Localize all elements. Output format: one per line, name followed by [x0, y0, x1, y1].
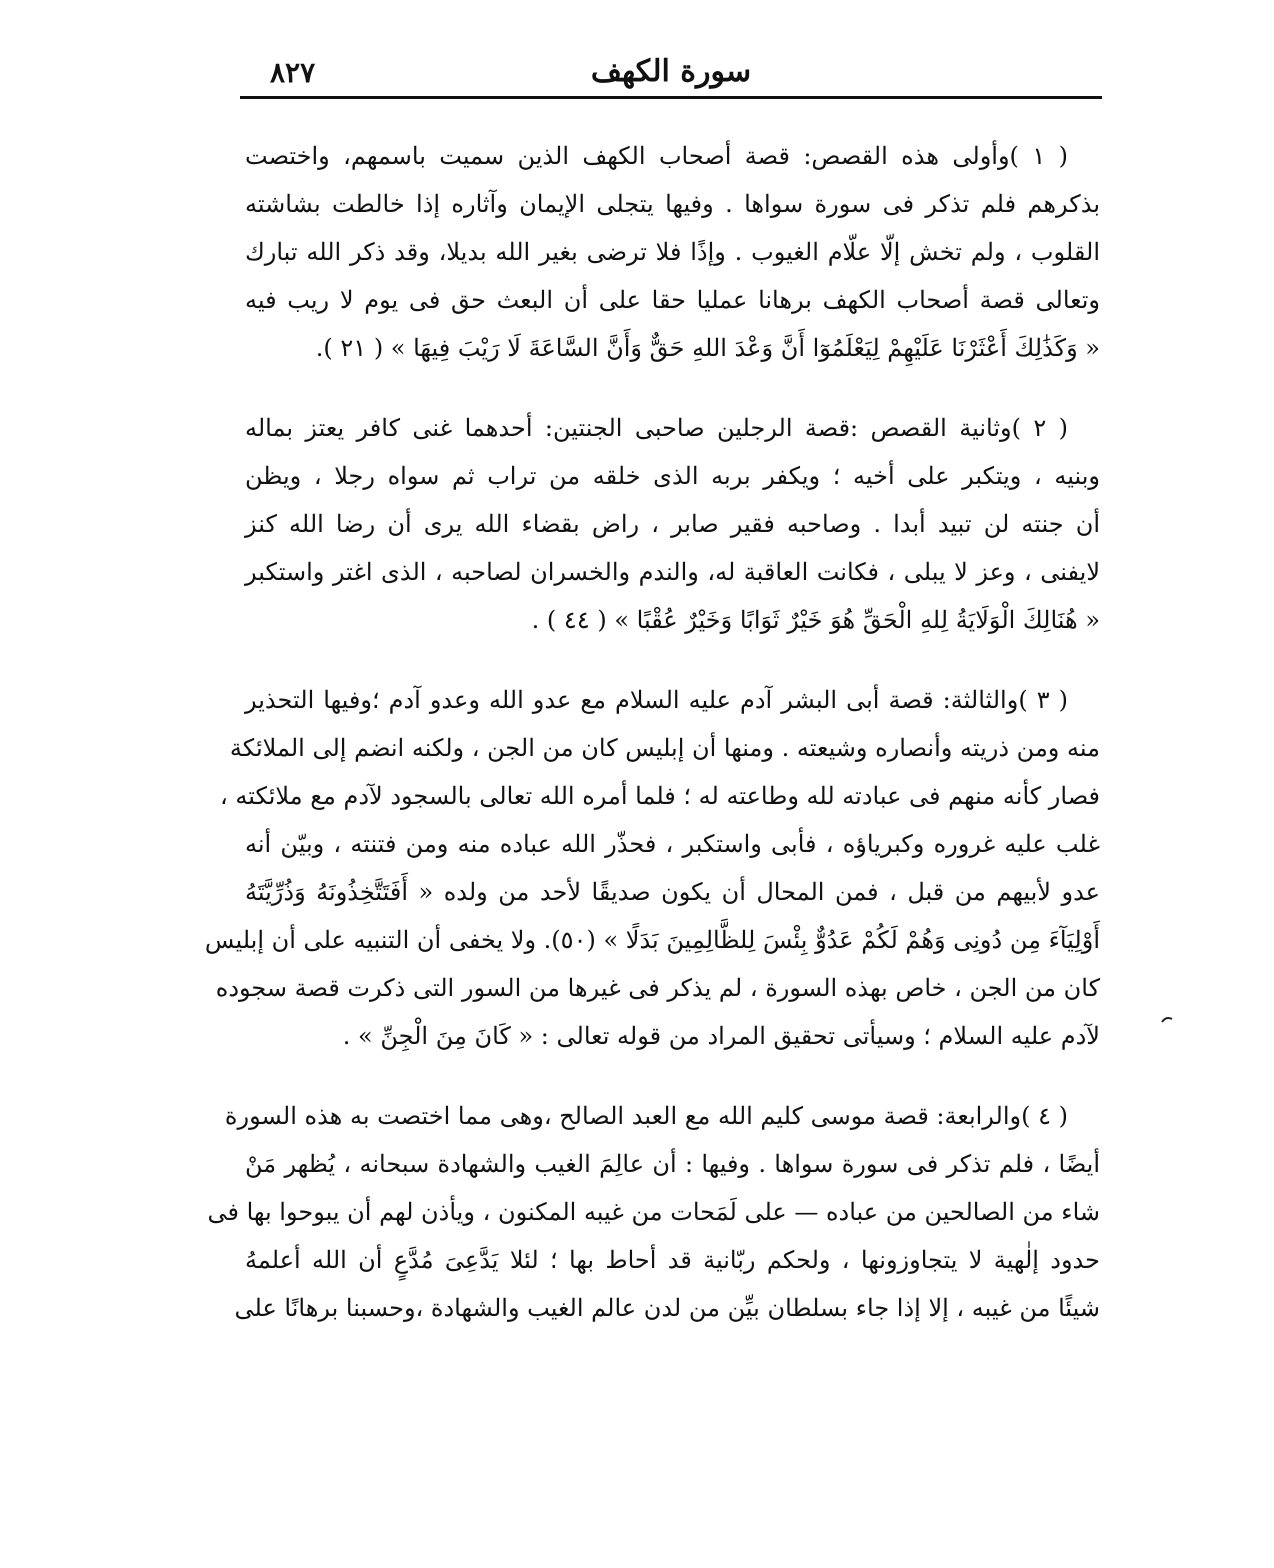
paragraph-4: [207, 1092, 1101, 1332]
margin-ink-mark-icon: [1160, 1014, 1174, 1026]
text-line: ( ٤ )والرابعة: قصة موسى كليم الله مع العبد الصالح ،وهى مما اختصت به هذه السورة: [224, 1102, 1068, 1130]
text-line: وتعالى قصة أصحاب الكهف برهانا عمليا حقا على أن البعث حق فى يوم لا ريب فيه: [245, 286, 1100, 314]
text-line: ( ٣ )والثالثة: قصة أبى البشر آدم عليه السلام مع عدو الله وعدو آدم ؛وفيها التحذير: [245, 686, 1069, 714]
text-line: شيئًا من غيبه ، إلا إذا جاء بسلطان بيِّن من لدن عالم الغيب والشهادة ،وحسبنا برهانًا على: [234, 1294, 1100, 1322]
quran-verse-line: « وَكَذَٰلِكَ أَعْثَرْنَا عَلَيْهِمْ لِيَعْلَمُوٓا أَنَّ وَعْدَ اللهِ حَقٌّ وَأَنَّ السَّاعَةَ لَا رَيْبَ فِيهَا » ( ٢١ ).: [315, 334, 1100, 362]
page-body: [204, 132, 1101, 1364]
page-header: [240, 50, 1102, 90]
text-line: أَوْلِيَآءَ مِن دُونِى وَهُمْ لَكُمْ عَدُوٌّ بِئْسَ لِلظَّالِمِينَ بَدَلًا » (٥٠). ولا يخفى أن التنبيه على أن إبليس: [204, 926, 1100, 954]
header-divider: [240, 96, 1102, 99]
text-line: لايفنى ، وعز لا يبلى ، فكانت العاقبة له، والندم والخسران لصاحبه ، الذى اغتر واستكبر: [245, 558, 1100, 586]
text-line: القلوب ، ولم تخش إلّا علّام الغيوب . وإذًا فلا ترضى بغير الله بديلا، وقد ذكر الله تبارك: [245, 238, 1100, 266]
text-line: بذكرهم فلم تذكر فى سورة سواها . وفيها يتجلى الإيمان وآثاره إذا خالطت بشاشته: [245, 190, 1100, 218]
paragraph-1: [245, 132, 1100, 372]
text-line: منه ومن ذريته وأنصاره وشيعته . ومنها أن إبليس كان من الجن ، ولكنه انضم إلى الملائكة: [229, 734, 1100, 762]
paragraph-3: [204, 676, 1100, 1060]
quran-verse-line: « هُنَالِكَ الْوَلَايَةُ لِلهِ الْحَقِّ هُوَ خَيْرٌ ثَوَابًا وَخَيْرٌ عُقْبًا » ( ٤٤ ) .: [531, 606, 1100, 634]
text-line: ( ١ )وأولى هذه القصص: قصة أصحاب الكهف الذين سميت باسمهم، واختصت: [245, 142, 1068, 170]
text-line: وبنيه ، ويتكبر على أخيه ؛ ويكفر بربه الذى خلقه من تراب ثم سواه رجلا ، ويظن: [245, 462, 1100, 490]
text-line: شاء من الصالحين من عباده — على لَمَحات من غيبه المكنون ، ويأذن لهم أن يبوحوا بها فى: [207, 1198, 1100, 1226]
text-line: كان من الجن ، خاص بهذه السورة ، لم يذكر فى غيرها من السور التى ذكرت قصة سجوده: [215, 974, 1100, 1002]
paragraph-2: [245, 404, 1100, 644]
surah-title: سورة الكهف: [590, 54, 752, 89]
text-line: حدود إلٰهية لا يتجاوزونها ، ولحكم ربّانية قد أحاط بها ؛ لئلا يَدَّعِىَ مُدَّعٍ أن الله أعلمهُ: [245, 1246, 1100, 1274]
text-line: غلب عليه غروره وكبرياؤه ، فأبى واستكبر ، فحذّر الله عباده منه ومن فتنته ، وبيّن أنه: [245, 830, 1100, 858]
text-line: فصار كأنه منهم فى عبادته لله وطاعته له ؛ فلما أمره الله تعالى بالسجود لآدم مع ملائكته ،: [220, 782, 1100, 810]
page-number: ٨٢٧: [270, 56, 316, 89]
text-line: أيضًا ، فلم تذكر فى سورة سواها . وفيها : أن عالِمَ الغيب والشهادة سبحانه ، يُظهر مَنْ: [245, 1150, 1101, 1178]
text-line: أن جنته لن تبيد أبدا . وصاحبه فقير صابر ، راض بقضاء الله يرى أن رضا الله كنز: [245, 510, 1100, 538]
text-line: لآدم عليه السلام ؛ وسيأتى تحقيق المراد من قوله تعالى : « كَانَ مِنَ الْجِنِّ » .: [342, 1022, 1100, 1050]
text-line: ( ٢ )وثانية القصص :قصة الرجلين صاحبى الجنتين: أحدهما غنى كافر يعتز بماله: [245, 414, 1068, 442]
text-line: عدو لأبيهم من قبل ، فمن المحال أن يكون صديقًا لأحد من ولده « أَفَتَتَّخِذُونَهُ وَذُرِّيَّتَهُ: [245, 878, 1100, 906]
